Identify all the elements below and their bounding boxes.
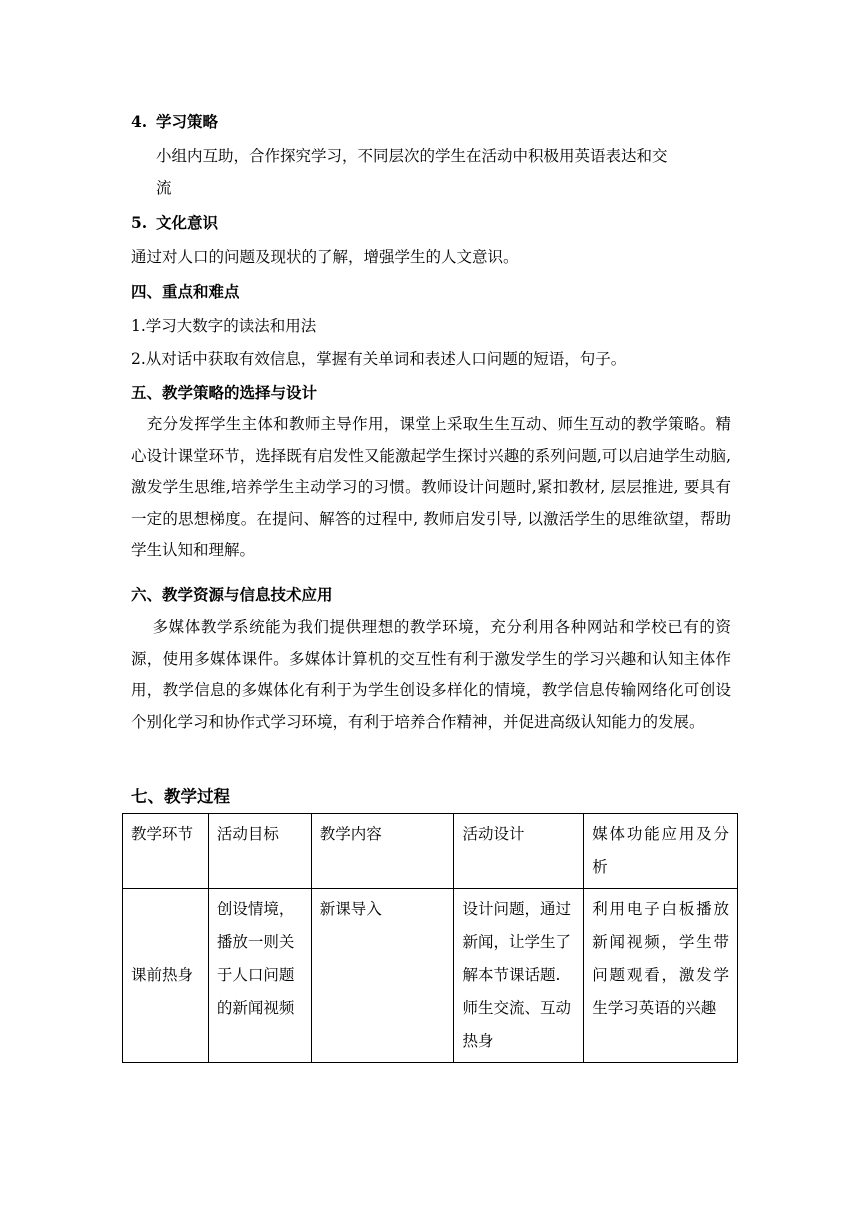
teaching-process-table [122,813,738,1063]
section-five-body: 充分发挥学生主体和教师主导作用，课堂上采取生生互动、师生互动的教学策略。精心设计课堂环节，选择既有启发性又能激起学生探讨兴趣的系列问题,可以启迪学生动脑, 激发学生思维,培养学生主动学习的习惯。教师设计问题时,紧扣教材, 层层推进, 要具有一定的思想梯度。在提问、解答的过程中, 教师启发引导, 以激活学生的思维欲望，帮助学生认知和理解。 [131,415,731,559]
section-six-title: 六、教学资源与信息技术应用 [131,585,333,604]
section-4-body-line1: 小组内互助，合作探究学习，不同层次的学生在活动中积极用英语表达和交 [156,147,668,165]
section-5-heading [131,213,218,233]
table-row [123,889,738,1063]
section-4-title: 学习策略 [156,112,219,131]
header-cell: 教学环节 [123,814,209,889]
section-4-heading [131,112,218,132]
section-5-number: 5. [131,213,148,232]
section-four-item-2: 2.从对话中获取有效信息，掌握有关单词和表述人口问题的短语，句子。 [131,350,627,368]
table-cell: 新课导入 [311,889,454,1063]
section-five-title: 五、教学策略的选择与设计 [131,383,318,402]
table-cell: 课前热身 [123,889,209,1063]
section-four-title: 四、重点和难点 [131,282,240,301]
table-cell: 设计问题，通过新闻，让学生了解本节课话题.师生交流、互动热身 [454,889,584,1063]
section-four-item-1: 1.学习大数字的读法和用法 [131,317,317,335]
section-4-number: 4. [131,112,148,131]
header-cell: 媒体功能应用及分析 [584,814,738,889]
section-5-title: 文化意识 [156,213,219,232]
section-4-body-line2: 流 [156,179,172,197]
section-seven-title: 七、教学过程 [131,787,230,806]
header-cell: 活动设计 [454,814,584,889]
header-cell: 教学内容 [311,814,454,889]
section-5-body: 通过对人口的问题及现状的了解，增强学生的人文意识。 [131,248,519,266]
section-six-body: 多媒体教学系统能为我们提供理想的教学环境，充分利用各种网站和学校已有的资源，使用多媒体课件。多媒体计算机的交互性有利于激发学生的学习兴趣和认知主体作用，教学信息的多媒体化有利于为学生创设多样化的情境，教学信息传输网络化可创设个别化学习和协作式学习环境，有利于培养合作精神，并促进高级认知能力的发展。 [131,618,731,731]
table-cell: 利用电子白板播放新闻视频，学生带问题观看，激发学生学习英语的兴趣 [584,889,738,1063]
table-cell: 创设情境，播放一则关于人口问题的新闻视频 [208,889,311,1063]
table-header-row [123,814,738,889]
header-cell: 活动目标 [208,814,311,889]
